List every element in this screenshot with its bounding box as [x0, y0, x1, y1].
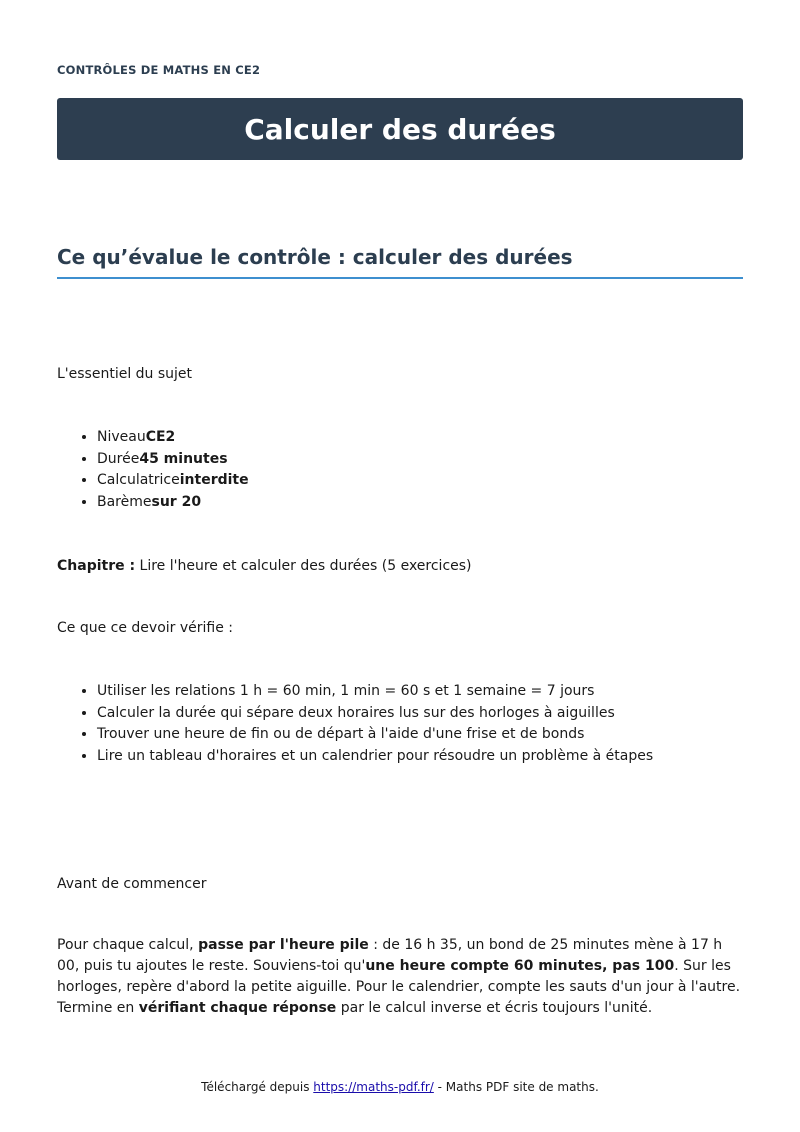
text-segment: par le calcul inverse et écris toujours l'unité.	[336, 1000, 653, 1016]
text-segment: Pour chaque calcul,	[57, 937, 199, 953]
eyebrow-label: CONTRÔLES DE MATHS EN CE2	[57, 63, 261, 77]
before-heading: Avant de commencer	[57, 876, 207, 892]
item-label: Calculatrice	[97, 472, 180, 488]
page-title: Calculer des durées	[244, 112, 556, 146]
list-item	[97, 492, 249, 514]
bold-segment: passe par l'heure pile	[198, 937, 369, 953]
list-item: • Trouver une heure de fin ou de départ à l'aide d'une frise et de bonds	[97, 724, 653, 746]
footer-prefix: Téléchargé depuis	[201, 1080, 314, 1094]
item-label: Niveau	[97, 429, 146, 445]
item-value: sur 20	[151, 493, 202, 510]
essentials-heading: L'essentiel du sujet	[57, 366, 193, 382]
item-value: 45 minutes	[139, 450, 228, 467]
title-banner	[57, 98, 743, 160]
item-label: Barème	[97, 493, 152, 510]
text-segment: : de 16 h 35, un bond de 25 minutes mène à 17 h 00, puis tu ajoutes le reste. Souviens-toi qu'	[57, 937, 723, 974]
list-item: • Calculer la durée qui sépare deux horaires lus sur des horloges à aiguilles	[97, 703, 653, 725]
chapter-label: Chapitre :	[57, 558, 136, 574]
checks-heading: Ce que ce devoir vérifie :	[57, 620, 234, 636]
list-item	[97, 427, 249, 449]
footer-suffix: - Maths PDF site de maths.	[433, 1080, 599, 1094]
section-title: Ce qu’évalue le contrôle : calculer des durées	[57, 245, 743, 279]
list-item	[97, 449, 249, 471]
chapter-line	[57, 556, 743, 577]
item-label: Durée	[97, 450, 140, 467]
list-item: • Lire un tableau d'horaires et un calendrier pour résoudre un problème à étapes	[97, 746, 653, 768]
footer	[57, 1080, 743, 1094]
chapter-text: Lire l'heure et calculer des durées (5 exercices)	[135, 558, 472, 574]
item-value: CE2	[145, 429, 176, 445]
item-value: interdite	[179, 472, 249, 488]
list-item: • Utiliser les relations 1 h = 60 min, 1 min = 60 s et 1 semaine = 7 jours	[97, 681, 653, 703]
text-segment: . Sur les horloges, repère d'abord la petite aiguille. Pour le calendrier, compte les sauts d'un jour à l'autre. Termine en	[57, 958, 741, 1016]
list-item	[97, 470, 249, 492]
bold-segment: vérifiant chaque réponse	[138, 1000, 337, 1016]
before-paragraph	[57, 935, 743, 1019]
checks-list	[57, 681, 653, 767]
bold-segment: une heure compte 60 minutes, pas 100	[365, 958, 675, 974]
essentials-list	[57, 427, 249, 513]
footer-link[interactable]: https://maths-pdf.fr/	[313, 1080, 434, 1094]
